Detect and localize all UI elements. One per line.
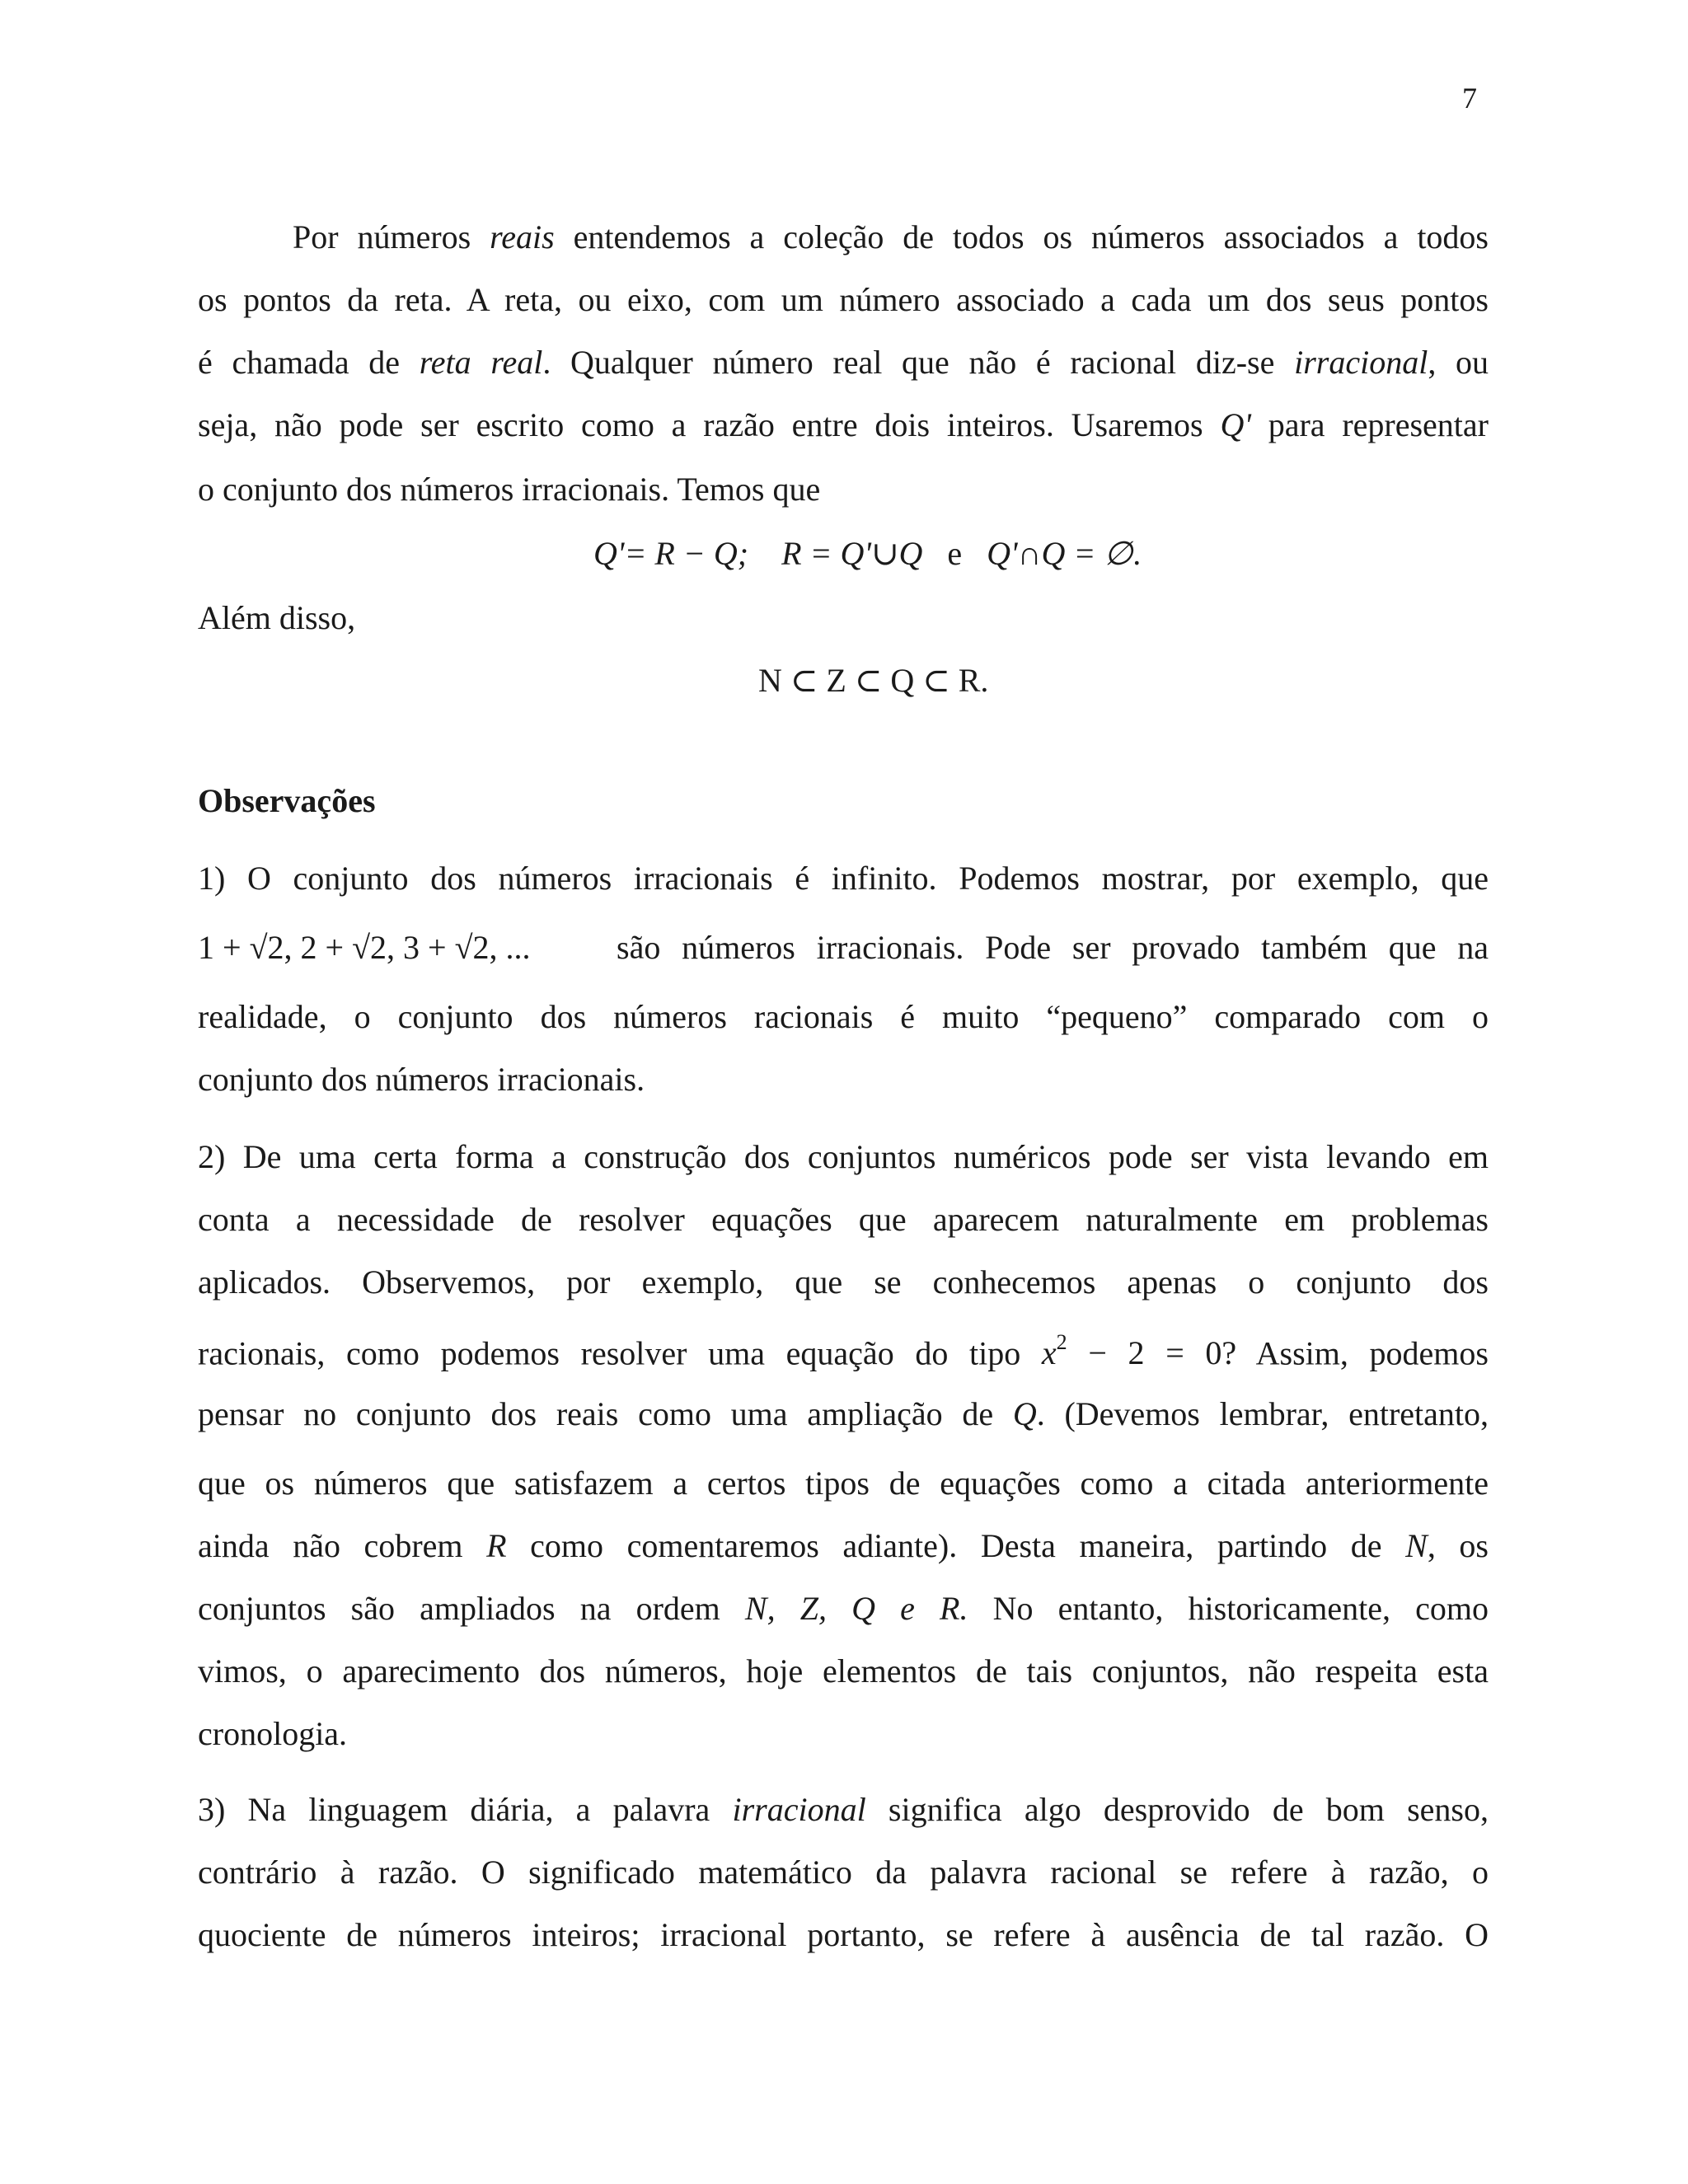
formula-set-inclusion: N ⊂ Z ⊂ Q ⊂ R. (758, 662, 989, 699)
obs-2-line-1: 2) De uma certa forma a construção dos conjuntos numéricos pode ser vista levando em (198, 1138, 1489, 1175)
term-irracional: irracional (1294, 344, 1428, 381)
paragraph-1-line-1: Por números reais entendemos a coleção de todos os números associados a todos (293, 218, 1489, 255)
obs-1-line-4: conjunto dos números irracionais. (198, 1061, 645, 1098)
paragraph-1-line-4: seja, não pode ser escrito como a razão entre dois inteiros. Usaremos Q' para representar (198, 406, 1489, 443)
obs-2-line-6: que os números que satisfazem a certos tipos de equações como a citada anteriormente (198, 1465, 1489, 1502)
irrational-examples: 1 + √2, 2 + √2, 3 + √2, ... (198, 929, 531, 966)
page-number: 7 (1462, 82, 1477, 115)
alem-disso-text: Além disso, (198, 599, 356, 636)
formula-irrational-set: Q'= R − Q; R = Q'∪Q e Q'∩Q = ∅. (593, 535, 1142, 572)
obs-2-line-9: vimos, o aparecimento dos números, hoje elementos de tais conjuntos, não respeita esta (198, 1652, 1489, 1690)
obs-3-line-3: quociente de números inteiros; irracional portanto, se refere à ausência de tal razão. O (198, 1916, 1489, 1953)
obs-2-line-5: pensar no conjunto dos reais como uma ampliação de Q. (Devemos lembrar, entretanto, (198, 1395, 1489, 1432)
obs-3-line-1: 3) Na linguagem diária, a palavra irracional significa algo desprovido de bom senso, (198, 1791, 1489, 1828)
section-heading-observacoes: Observações (198, 782, 376, 819)
symbol-q-prime: Q' (1220, 406, 1251, 443)
paragraph-1-line-3: é chamada de reta real. Qualquer número real que não é racional diz-se irracional, ou (198, 344, 1489, 381)
obs-2-line-3: aplicados. Observemos, por exemplo, que se conhecemos apenas o conjunto dos (198, 1263, 1489, 1301)
obs-2-line-2: conta a necessidade de resolver equações que aparecem naturalmente em problemas (198, 1201, 1489, 1238)
obs-2-line-4: racionais, como podemos resolver uma equação do tipo $x^2 - 2 = 0$? Assim, podemos (198, 1330, 1489, 1372)
obs-2-line-7: ainda não cobrem R como comentaremos adiante). Desta maneira, partindo de N, os (198, 1527, 1489, 1564)
term-reta-real: reta real (419, 344, 543, 381)
obs-2-line-10: cronologia. (198, 1715, 348, 1752)
term-reais: reais (490, 218, 555, 255)
obs-3-line-2: contrário à razão. O significado matemático da palavra racional se refere à razão, o (198, 1854, 1489, 1891)
equation-x-squared: $x^2 - 2 = 0$? (1041, 1330, 1237, 1372)
obs-1-line-1: 1) O conjunto dos números irracionais é infinito. Podemos mostrar, por exemplo, que (198, 860, 1489, 897)
paragraph-1-line-2: os pontos da reta. A reta, ou eixo, com um número associado a cada um dos seus pontos (198, 281, 1489, 318)
paragraph-1-line-5: o conjunto dos números irracionais. Temos que (198, 471, 821, 508)
obs-2-line-8: conjuntos são ampliados na ordem N, Z, Q e R. No entanto, historicamente, como (198, 1590, 1489, 1627)
obs-1-line-2: 1 + √2, 2 + √2, 3 + √2, ... são números irracionais. Pode ser provado também que na (198, 929, 1489, 966)
obs-1-line-3: realidade, o conjunto dos números racionais é muito “pequeno” comparado com o (198, 998, 1489, 1035)
